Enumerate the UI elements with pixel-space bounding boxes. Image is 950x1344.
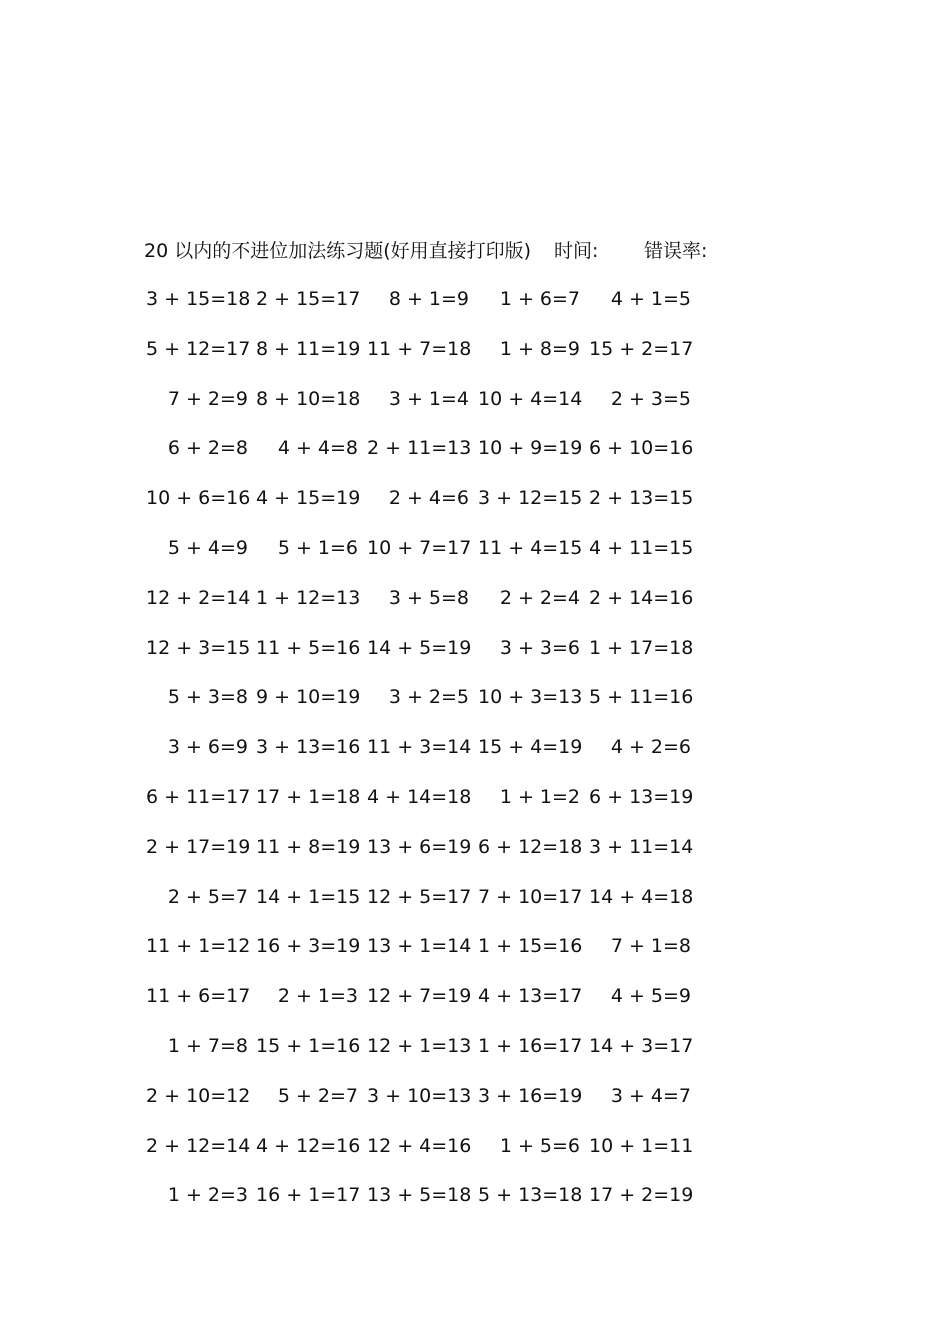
addition-problem: 11 + 5=16 xyxy=(256,636,361,659)
addition-problem: 7 + 2=9 xyxy=(167,387,248,410)
addition-problem: 3 + 1=4 xyxy=(388,387,469,410)
addition-problem: 17 + 1=18 xyxy=(256,785,361,808)
addition-problem: 10 + 1=11 xyxy=(589,1134,694,1157)
addition-problem: 1 + 12=13 xyxy=(256,586,361,609)
addition-problem: 17 + 2=19 xyxy=(589,1184,694,1207)
addition-problem: 13 + 1=14 xyxy=(367,935,472,958)
addition-problem: 2 + 3=5 xyxy=(610,387,691,410)
problem-row xyxy=(146,433,746,483)
addition-problem: 6 + 12=18 xyxy=(478,835,583,858)
addition-problem: 10 + 7=17 xyxy=(367,536,472,559)
addition-problem: 6 + 13=19 xyxy=(589,785,694,808)
addition-problem: 4 + 1=5 xyxy=(610,288,691,310)
addition-problem: 11 + 6=17 xyxy=(146,985,251,1008)
addition-problem: 5 + 3=8 xyxy=(167,686,248,709)
addition-problem: 4 + 14=18 xyxy=(367,785,472,808)
addition-problem: 11 + 4=15 xyxy=(478,536,583,559)
problem-row xyxy=(146,1180,746,1230)
addition-problem: 2 + 1=3 xyxy=(277,985,358,1008)
addition-problem: 16 + 3=19 xyxy=(256,935,361,958)
addition-problem: 4 + 2=6 xyxy=(610,736,691,759)
addition-problem: 1 + 7=8 xyxy=(167,1034,248,1057)
addition-problem: 3 + 5=8 xyxy=(388,586,469,609)
addition-problem: 6 + 11=17 xyxy=(146,785,251,808)
addition-problem: 8 + 1=9 xyxy=(388,288,469,310)
addition-problem: 3 + 10=13 xyxy=(367,1084,472,1107)
addition-problem: 1 + 8=9 xyxy=(499,337,580,360)
addition-problem: 4 + 15=19 xyxy=(256,487,361,510)
addition-problem: 14 + 1=15 xyxy=(256,885,361,908)
problem-row xyxy=(146,483,746,533)
addition-problem: 13 + 6=19 xyxy=(367,835,472,858)
addition-problem: 10 + 4=14 xyxy=(478,387,583,410)
addition-problem: 5 + 11=16 xyxy=(589,686,694,709)
addition-problem: 6 + 10=16 xyxy=(589,437,694,460)
addition-problem: 7 + 1=8 xyxy=(610,935,691,958)
addition-problem: 5 + 2=7 xyxy=(277,1084,358,1107)
addition-problem: 3 + 12=15 xyxy=(478,487,583,510)
problem-row xyxy=(146,732,746,782)
addition-problem: 14 + 3=17 xyxy=(589,1034,694,1057)
addition-problem: 12 + 3=15 xyxy=(146,636,251,659)
addition-problem: 4 + 12=16 xyxy=(256,1134,361,1157)
addition-problem: 8 + 10=18 xyxy=(256,387,361,410)
addition-problem: 6 + 2=8 xyxy=(167,437,248,460)
addition-problem: 1 + 17=18 xyxy=(589,636,694,659)
addition-problem: 3 + 15=18 xyxy=(146,288,251,310)
addition-problem: 12 + 7=19 xyxy=(367,985,472,1008)
addition-problem: 14 + 4=18 xyxy=(589,885,694,908)
addition-problem: 1 + 6=7 xyxy=(499,288,580,310)
addition-problem: 10 + 3=13 xyxy=(478,686,583,709)
error-rate-label: 错误率: xyxy=(644,240,708,262)
addition-problem: 3 + 6=9 xyxy=(167,736,248,759)
problem-row xyxy=(146,1081,746,1131)
addition-problem: 1 + 16=17 xyxy=(478,1034,583,1057)
addition-problem: 2 + 14=16 xyxy=(589,586,694,609)
addition-problem: 2 + 10=12 xyxy=(146,1084,251,1107)
problem-row xyxy=(146,682,746,732)
problem-row xyxy=(146,782,746,832)
addition-problem: 8 + 11=19 xyxy=(256,337,361,360)
addition-problem: 15 + 1=16 xyxy=(256,1034,361,1057)
problem-row xyxy=(146,633,746,683)
addition-problem: 15 + 2=17 xyxy=(589,337,694,360)
addition-problem: 5 + 4=9 xyxy=(167,536,248,559)
addition-problem: 2 + 2=4 xyxy=(499,586,580,609)
addition-problem: 12 + 2=14 xyxy=(146,586,251,609)
addition-problem: 1 + 2=3 xyxy=(167,1184,248,1207)
problem-row xyxy=(146,832,746,882)
addition-problem: 10 + 9=19 xyxy=(478,437,583,460)
addition-problem: 9 + 10=19 xyxy=(256,686,361,709)
addition-problem: 2 + 13=15 xyxy=(589,487,694,510)
addition-problem: 10 + 6=16 xyxy=(146,487,251,510)
addition-problem: 3 + 11=14 xyxy=(589,835,694,858)
problem-row xyxy=(146,931,746,981)
addition-problem: 11 + 1=12 xyxy=(146,935,251,958)
addition-problem: 2 + 11=13 xyxy=(367,437,472,460)
addition-problem: 2 + 12=14 xyxy=(146,1134,251,1157)
problem-row xyxy=(146,284,746,334)
addition-problem: 11 + 7=18 xyxy=(367,337,472,360)
addition-problem: 12 + 5=17 xyxy=(367,885,472,908)
worksheet-header xyxy=(144,236,844,266)
addition-problem: 4 + 11=15 xyxy=(589,536,694,559)
addition-problem: 1 + 1=2 xyxy=(499,785,580,808)
addition-problem: 3 + 13=16 xyxy=(256,736,361,759)
addition-problem: 5 + 12=17 xyxy=(146,337,251,360)
problem-row xyxy=(146,1131,746,1181)
addition-problem: 1 + 5=6 xyxy=(499,1134,580,1157)
addition-problem: 7 + 10=17 xyxy=(478,885,583,908)
problem-row xyxy=(146,981,746,1031)
addition-problem: 3 + 3=6 xyxy=(499,636,580,659)
problem-row xyxy=(146,384,746,434)
addition-problem: 2 + 15=17 xyxy=(256,288,361,310)
addition-problem: 4 + 13=17 xyxy=(478,985,583,1008)
addition-problem: 4 + 4=8 xyxy=(277,437,358,460)
addition-problem: 3 + 4=7 xyxy=(610,1084,691,1107)
addition-problem: 3 + 16=19 xyxy=(478,1084,583,1107)
addition-problem: 13 + 5=18 xyxy=(367,1184,472,1207)
addition-problem: 5 + 13=18 xyxy=(478,1184,583,1207)
addition-problem: 16 + 1=17 xyxy=(256,1184,361,1207)
addition-problem: 11 + 8=19 xyxy=(256,835,361,858)
addition-problem: 4 + 5=9 xyxy=(610,985,691,1008)
problem-row xyxy=(146,334,746,384)
worksheet-title: 20 以内的不进位加法练习题(好用直接打印版) xyxy=(144,240,532,262)
addition-problem: 5 + 1=6 xyxy=(277,536,358,559)
addition-problem: 14 + 5=19 xyxy=(367,636,472,659)
problem-row xyxy=(146,583,746,633)
addition-problem: 12 + 1=13 xyxy=(367,1034,472,1057)
addition-problem: 1 + 15=16 xyxy=(478,935,583,958)
problem-row xyxy=(146,882,746,932)
addition-problem: 11 + 3=14 xyxy=(367,736,472,759)
problem-row xyxy=(146,1031,746,1081)
time-label: 时间: xyxy=(554,240,599,262)
addition-problem: 2 + 5=7 xyxy=(167,885,248,908)
addition-problem: 2 + 4=6 xyxy=(388,487,469,510)
addition-problem: 3 + 2=5 xyxy=(388,686,469,709)
addition-problem: 12 + 4=16 xyxy=(367,1134,472,1157)
problem-row xyxy=(146,533,746,583)
addition-problem: 2 + 17=19 xyxy=(146,835,251,858)
addition-problem: 15 + 4=19 xyxy=(478,736,583,759)
problem-grid xyxy=(146,284,746,1230)
